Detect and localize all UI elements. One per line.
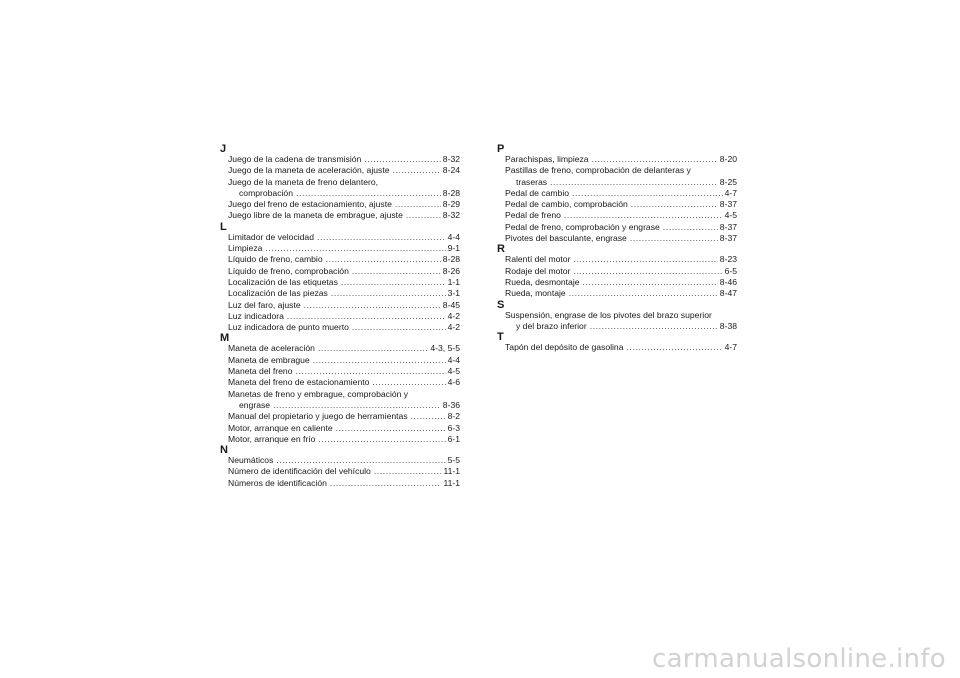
dot-leader [352, 266, 441, 277]
index-entry-liquido-de-freno-comprobacion [220, 266, 460, 277]
index-entry-pivotes-del-basculante-engrase [497, 233, 737, 244]
index-letter-r: R [497, 243, 505, 256]
entry-page: 8-28 [442, 254, 460, 265]
dot-leader [304, 300, 441, 311]
entry-page: 6-3 [447, 422, 460, 433]
index-entry-juego-del-freno-de-estacionamiento-ajust [220, 199, 460, 210]
index-entry-pedal-de-freno [497, 210, 737, 221]
entry-title: Juego de la maneta de aceleración, ajuste [228, 165, 390, 176]
index-entry-luz-indicadora [220, 311, 460, 322]
index-entry-pastillas-de-freno-comprobacion-de-delan-cont [497, 177, 737, 188]
entry-title: Ralentí del motor [505, 254, 571, 265]
entry-title: Maneta de aceleración [228, 343, 315, 354]
index-entry-maneta-del-freno-de-estacionamiento [220, 377, 460, 388]
entry-title: Tapón del depósito de gasolina [505, 342, 624, 353]
index-letter-t: T [497, 331, 504, 344]
entry-page: 8-20 [719, 154, 737, 164]
dot-leader [550, 177, 718, 188]
index-entry-juego-de-la-maneta-de-freno-delantero-cont [220, 188, 460, 199]
dot-leader [326, 254, 441, 265]
index-entry-liquido-de-freno-cambio [220, 254, 460, 265]
index-entry-limitador-de-velocidad [220, 232, 460, 243]
index-letter-l: L [220, 220, 227, 233]
entry-page: 11-1 [443, 466, 460, 477]
entry-page: 8-37 [719, 221, 737, 232]
entry-page: 11-1 [443, 477, 460, 488]
entry-title: Pedal de cambio, comprobación [505, 199, 628, 210]
index-entry-neumaticos [220, 455, 460, 466]
entry-title: Maneta del freno [228, 366, 293, 377]
entry-page: 4-2 [447, 310, 460, 321]
index-entry-numero-de-identificacion-del-vehiculo [220, 466, 460, 477]
dot-leader [317, 232, 446, 243]
entry-page: 8-32 [442, 210, 460, 221]
entry-page: 8-2 [447, 411, 460, 422]
dot-leader [265, 243, 445, 254]
entry-title-continuation: comprobación [239, 187, 293, 198]
index-entry-juego-de-la-maneta-de-aceleracion-ajuste [220, 165, 460, 176]
index-entry-luz-indicadora-de-punto-muerto [220, 322, 460, 333]
dot-leader [287, 311, 446, 322]
index-letter-m: M [220, 332, 230, 345]
entry-title: Manual del propietario y juego de herramientas [228, 411, 408, 422]
entry-title: Pedal de cambio [505, 187, 570, 198]
dot-leader [630, 233, 718, 244]
index-entry-juego-libre-de-la-maneta-de-embrague-aju [220, 210, 460, 221]
dot-leader [592, 154, 718, 165]
dot-leader [341, 277, 446, 288]
index-letter-s: S [497, 298, 505, 311]
index-entry-pastillas-de-freno-comprobacion-de-delan [497, 165, 737, 176]
entry-page: 9-1 [447, 243, 460, 254]
entry-title: Localización de las piezas [228, 288, 328, 299]
index-entry-pedal-de-cambio-comprobacion [497, 199, 737, 210]
index-entry-maneta-del-freno [220, 366, 460, 377]
entry-title: Localización de las etiquetas [228, 276, 338, 287]
dot-leader [276, 455, 445, 466]
entry-title: Números de identificación [228, 477, 327, 488]
dot-leader [331, 288, 446, 299]
dot-leader [392, 165, 440, 176]
entry-title: Luz indicadora de punto muerto [228, 322, 349, 333]
dot-leader [631, 199, 718, 210]
entry-title: Maneta del freno de estacionamiento [228, 377, 370, 388]
dot-leader [411, 411, 446, 422]
entry-page: 4-5 [447, 366, 460, 377]
entry-page: 8-37 [719, 199, 737, 210]
index-entry-suspension-engrase-de-los-pivotes-del-br [497, 310, 737, 321]
entry-title: Luz del faro, ajuste [228, 299, 301, 310]
entry-page: 8-24 [442, 165, 460, 176]
dot-leader [352, 322, 446, 333]
index-entry-limpieza [220, 243, 460, 254]
entry-page: 8-28 [442, 187, 460, 198]
entry-page: 8-32 [442, 154, 460, 164]
dot-leader [313, 355, 446, 366]
entry-page: 6-5 [724, 265, 737, 276]
dot-leader [296, 366, 446, 377]
index-entry-manual-del-propietario-y-juego-de-herram [220, 411, 460, 422]
dot-leader [663, 222, 718, 233]
entry-title: Rueda, montaje [505, 288, 566, 299]
dot-leader [627, 342, 723, 353]
dot-leader [590, 321, 718, 332]
watermark: carmanualsonline.info [651, 644, 946, 674]
dot-leader [374, 466, 442, 477]
entry-page: 8-26 [442, 265, 460, 276]
entry-page: 5-5 [447, 455, 460, 466]
entry-page: 4-3, 5-5 [430, 343, 460, 354]
entry-page: 3-1 [447, 288, 460, 299]
entry-title: Juego de la maneta de freno delantero, [228, 176, 379, 187]
dot-leader [406, 210, 441, 221]
entry-title: Rueda, desmontaje [505, 276, 580, 287]
entry-page: 4-7 [724, 187, 737, 198]
entry-title: Pivotes del basculante, engrase [505, 233, 627, 244]
entry-page: 8-25 [719, 176, 737, 187]
entry-title: Neumáticos [228, 455, 274, 466]
entry-page: 8-36 [442, 399, 460, 410]
index-entry-luz-del-faro-ajuste [220, 300, 460, 311]
entry-title: Motor, arranque en frío [228, 433, 316, 444]
dot-leader [330, 478, 442, 489]
entry-title: Número de identificación del vehículo [228, 466, 371, 477]
dot-leader [372, 377, 445, 388]
entry-title: Pedal de freno, comprobación y engrase [505, 221, 660, 232]
entry-title-continuation: traseras [516, 176, 548, 187]
entry-page: 8-45 [442, 299, 460, 310]
index-entry-localizacion-de-las-etiquetas [220, 277, 460, 288]
index-entry-localizacion-de-las-piezas [220, 288, 460, 299]
index-entry-suspension-engrase-de-los-pivotes-del-br-cont [497, 321, 737, 332]
index-entry-ralenti-del-motor [497, 254, 737, 265]
index-letter-n: N [220, 444, 228, 457]
index-entry-pedal-de-freno-comprobacion-y-engrase [497, 222, 737, 233]
entry-title: Luz indicadora [228, 310, 284, 321]
index-entry-juego-de-la-maneta-de-freno-delantero [220, 177, 460, 188]
entry-title-continuation: y del brazo inferior [516, 320, 587, 331]
entry-page: 6-1 [447, 433, 460, 444]
index-entry-manetas-de-freno-y-embrague-comprobacion [220, 389, 460, 400]
dot-leader [296, 188, 441, 199]
index-entry-pedal-de-cambio [497, 188, 737, 199]
entry-title: Suspensión, engrase de los pivotes del brazo superior [505, 309, 712, 320]
entry-page: 8-38 [719, 320, 737, 331]
entry-title: Motor, arranque en caliente [228, 422, 333, 433]
entry-title: Rodaje del motor [505, 265, 571, 276]
entry-title: Juego libre de la maneta de embrague, ajuste [228, 210, 403, 221]
index-column-left [220, 144, 460, 489]
index-entry-parachispas-limpieza [497, 154, 737, 165]
entry-title: Juego de la cadena de transmisión [228, 154, 362, 164]
index-entry-manetas-de-freno-y-embrague-comprobacion-cont [220, 400, 460, 411]
entry-title: Pedal de freno [505, 210, 561, 221]
entry-title: Parachispas, limpieza [505, 154, 589, 164]
dot-leader [364, 154, 441, 165]
entry-page: 4-7 [724, 342, 737, 353]
index-entry-rodaje-del-motor [497, 266, 737, 277]
index-entry-motor-arranque-en-caliente [220, 423, 460, 434]
entry-title: Maneta de embrague [228, 354, 310, 365]
entry-page: 4-2 [447, 322, 460, 333]
entry-title: Juego del freno de estacionamiento, ajuste [228, 199, 392, 210]
entry-page: 8-47 [719, 288, 737, 299]
dot-leader [564, 210, 723, 221]
dot-leader [336, 423, 446, 434]
index-entry-maneta-de-aceleracion [220, 343, 460, 354]
dot-leader [583, 277, 718, 288]
index-entry-motor-arranque-en-frio [220, 434, 460, 445]
index-column-right [497, 144, 737, 353]
entry-title: Limpieza [228, 243, 263, 254]
dot-leader [573, 254, 717, 265]
index-letter-p: P [497, 143, 505, 155]
dot-leader [395, 199, 441, 210]
entry-title: Líquido de freno, cambio [228, 254, 323, 265]
entry-page: 4-6 [447, 377, 460, 388]
dot-leader [273, 400, 441, 411]
index-entry-juego-de-la-cadena-de-transmision [220, 154, 460, 165]
entry-page: 8-29 [442, 199, 460, 210]
entry-title-continuation: engrase [239, 399, 271, 410]
index-letter-j: J [220, 143, 227, 155]
entry-page: 4-4 [447, 231, 460, 242]
dot-leader [569, 288, 718, 299]
dot-leader [573, 266, 722, 277]
dot-leader [318, 343, 428, 354]
entry-title: Pastillas de freno, comprobación de delanteras y [505, 165, 691, 176]
index-entry-numeros-de-identificacion [220, 478, 460, 489]
entry-title: Limitador de velocidad [228, 231, 314, 242]
entry-title: Líquido de freno, comprobación [228, 265, 349, 276]
entry-page: 1-1 [447, 276, 460, 287]
index-entry-rueda-desmontaje [497, 277, 737, 288]
index-entry-rueda-montaje [497, 288, 737, 299]
index-entry-maneta-de-embrague [220, 355, 460, 366]
entry-page: 4-5 [724, 210, 737, 221]
entry-page: 8-46 [719, 276, 737, 287]
entry-page: 4-4 [447, 354, 460, 365]
entry-page: 8-37 [719, 233, 737, 244]
dot-leader [572, 188, 723, 199]
dot-leader [318, 434, 445, 445]
entry-page: 8-23 [719, 254, 737, 265]
entry-title: Manetas de freno y embrague, comprobación y [228, 388, 409, 399]
index-entry-tapon-del-deposito-de-gasolina [497, 342, 737, 353]
